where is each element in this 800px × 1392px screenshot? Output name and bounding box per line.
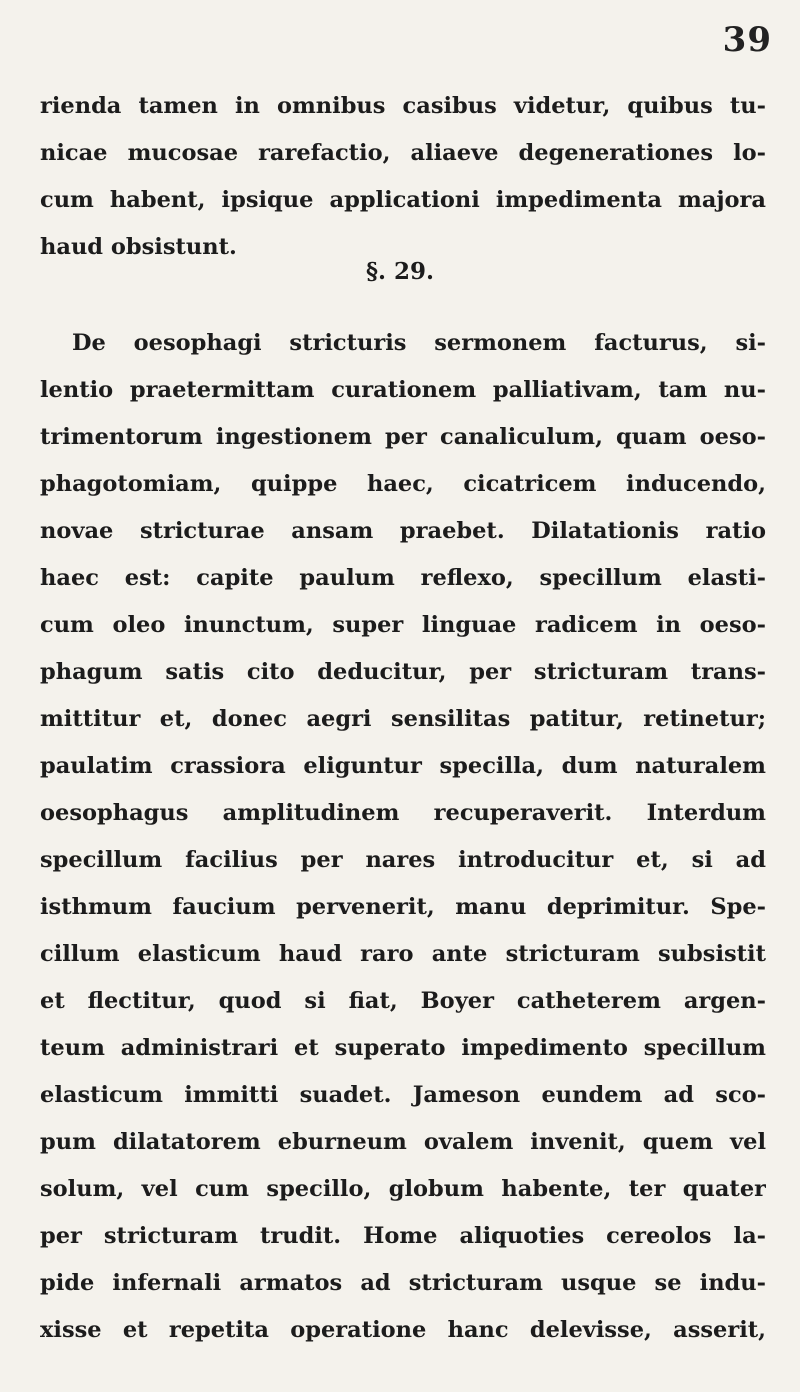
text-line: cum oleo inunctum, super linguae radicem in oeso- <box>40 612 766 638</box>
text-line: solum, vel cum specillo, globum habente, ter quater <box>40 1176 766 1202</box>
section-heading: §. 29. <box>365 258 435 285</box>
text-line: novae stricturae ansam praebet. Dilatationis ratio <box>40 518 766 544</box>
text-line: et flectitur, quod si fiat, Boyer catheterem argen- <box>40 988 766 1014</box>
text-line: xisse et repetita operatione hanc delevisse, asserit, <box>40 1317 766 1343</box>
text-line: per stricturam trudit. Home aliquoties cereolos la- <box>40 1223 766 1249</box>
text-line: phagotomiam, quippe haec, cicatricem inducendo, <box>40 471 766 497</box>
text-line: specillum facilius per nares introducitur et, si ad <box>40 847 766 873</box>
text-line: cillum elasticum haud raro ante stricturam subsistit <box>40 941 766 967</box>
text-line: haec est: capite paulum reflexo, specillum elasti- <box>40 565 766 591</box>
text-line: paulatim crassiora eliguntur specilla, dum naturalem <box>40 753 766 779</box>
text-line: phagum satis cito deducitur, per stricturam trans- <box>40 659 766 685</box>
text-line: lentio praetermittam curationem palliativam, tam nu- <box>40 377 766 403</box>
text-line: mittitur et, donec aegri sensilitas patitur, retinetur; <box>40 706 766 732</box>
text-line: oesophagus amplitudinem recuperaverit. Interdum <box>40 800 766 826</box>
paragraph-section-29 <box>40 320 766 1354</box>
text-line: pide infernali armatos ad stricturam usque se indu- <box>40 1270 766 1296</box>
text-line: teum administrari et superato impedimento specillum <box>40 1035 766 1061</box>
text-line: elasticum immitti suadet. Jameson eundem ad sco- <box>40 1082 766 1108</box>
text-line: De oesophagi stricturis sermonem facturus, si- <box>72 330 766 356</box>
text-line: trimentorum ingestionem per canaliculum, quam oeso- <box>40 424 766 450</box>
page-number: 39 <box>722 20 772 60</box>
text-line: nicae mucosae rarefactio, aliaeve degenerationes lo- <box>40 140 766 166</box>
text-line: pum dilatatorem eburneum ovalem invenit, quem vel <box>40 1129 766 1155</box>
text-line: haud obsistunt. <box>40 234 237 260</box>
text-line: cum habent, ipsique applicationi impedimenta majora <box>40 187 766 213</box>
text-line: isthmum faucium pervenerit, manu deprimitur. Spe- <box>40 894 766 920</box>
text-line: rienda tamen in omnibus casibus videtur, quibus tu- <box>40 93 766 119</box>
paragraph-continued <box>40 83 766 271</box>
